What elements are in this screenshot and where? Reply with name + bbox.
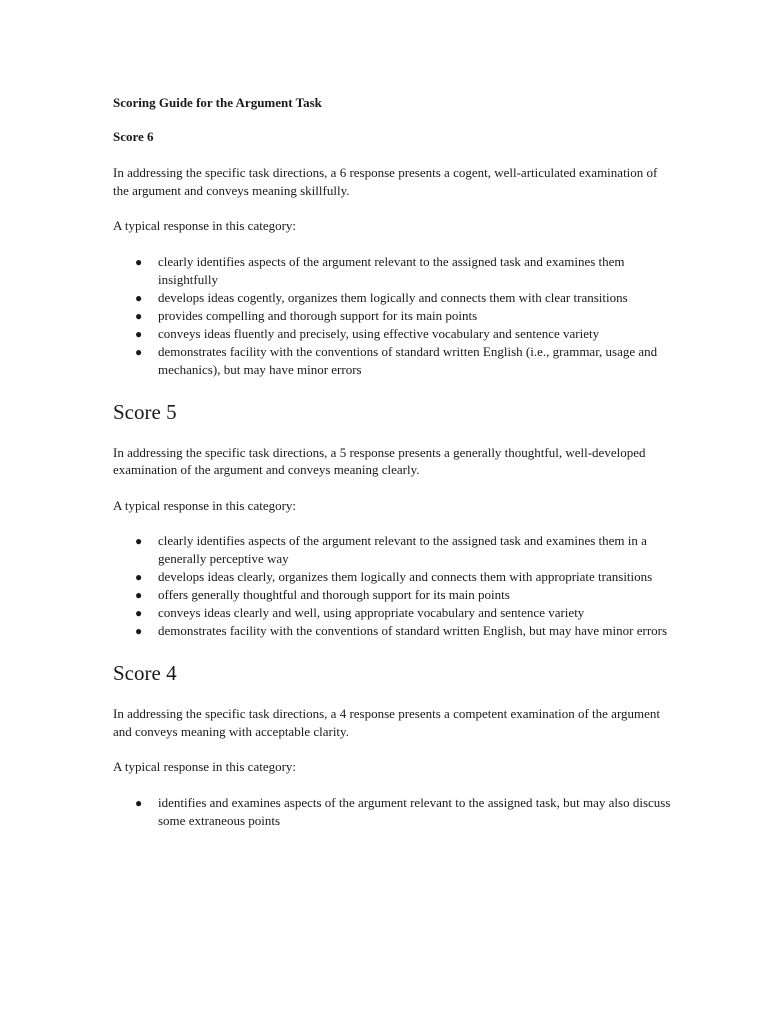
score-5-criteria-list [113, 532, 673, 640]
score-6-intro: In addressing the specific task directions, a 6 response presents a cogent, well-articulated examination of the argument and conveys meaning skillfully. [113, 165, 658, 198]
score-4-intro: In addressing the specific task directions, a 4 response presents a competent examination of the argument and conveys meaning with acceptable clarity. [113, 706, 661, 739]
list-item: ● provides compelling and thorough support for its main points [135, 307, 478, 323]
bullet-icon: ● [135, 570, 143, 584]
score-6-typical-label: A typical response in this category: [113, 218, 297, 233]
score-5-intro: In addressing the specific task directions, a 5 response presents a generally thoughtful, well-developed examination of the argument and conveys meaning clearly. [113, 444, 646, 477]
bullet-icon: ● [135, 624, 143, 638]
bullet-icon: ● [135, 606, 143, 620]
score-6-criteria-list [113, 253, 673, 379]
list-item: ● clearly identifies aspects of the argument relevant to the assigned task and examines them in a generally perceptive way [135, 533, 647, 566]
list-item: ● demonstrates facility with the conventions of standard written English, but may have minor errors [135, 623, 668, 638]
score-4-criteria-list [113, 794, 673, 830]
bullet-icon: ● [135, 254, 143, 269]
score-5-heading: Score 5 [113, 399, 177, 424]
bullet-icon: ● [135, 588, 143, 602]
list-item: ● develops ideas cogently, organizes them logically and connects them with clear transitions [135, 289, 628, 305]
list-item: ● clearly identifies aspects of the argument relevant to the assigned task and examines them insightfully [135, 253, 625, 287]
score-4-typical-label: A typical response in this category: [113, 759, 297, 774]
score-4-section [113, 660, 673, 830]
list-item: ● develops ideas clearly, organizes them logically and connects them with appropriate transitions [135, 569, 653, 584]
score-5-section [113, 399, 673, 641]
list-item: ● conveys ideas clearly and well, using appropriate vocabulary and sentence variety [135, 605, 585, 620]
bullet-icon: ● [135, 290, 143, 305]
bullet-icon: ● [135, 534, 143, 548]
score-6-section [113, 129, 673, 379]
bullet-icon: ● [135, 344, 143, 359]
document-title: Scoring Guide for the Argument Task [113, 95, 322, 110]
list-item: ● offers generally thoughtful and thorough support for its main points [135, 587, 510, 602]
bullet-icon: ● [135, 795, 143, 810]
list-item: ● demonstrates facility with the conventions of standard written English (i.e., grammar, usage and mechanics), but may have minor errors [135, 343, 658, 377]
score-4-heading: Score 4 [113, 661, 177, 685]
bullet-icon: ● [135, 308, 143, 323]
bullet-icon: ● [135, 326, 143, 341]
document-page [113, 95, 673, 830]
score-6-heading: Score 6 [113, 129, 154, 144]
score-5-typical-label: A typical response in this category: [113, 497, 297, 513]
list-item: ● conveys ideas fluently and precisely, using effective vocabulary and sentence variety [135, 325, 600, 341]
list-item: ● identifies and examines aspects of the argument relevant to the assigned task, but may also discuss some extraneous points [135, 794, 671, 828]
